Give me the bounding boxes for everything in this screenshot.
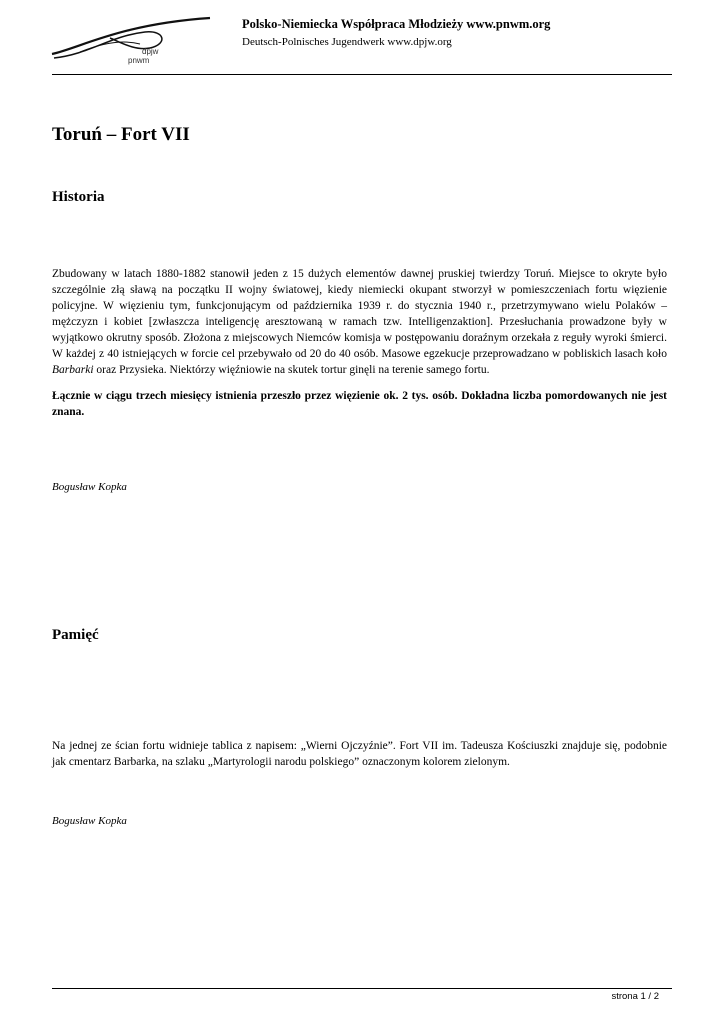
- historia-author: Bogusław Kopka: [52, 481, 127, 493]
- org-name-de: Deutsch-Polnisches Jugendwerk www.dpjw.org: [242, 36, 452, 48]
- dpjw-pnwm-logo: [50, 14, 215, 70]
- historia-text-part1: Zbudowany w latach 1880-1882 stanowił jeden z 15 dużych elementów dawnej pruskiej twierdzy Toruń. Miejsce to okryte było szczególnie złą sławą na początku II wojny światowej, kiedy niemiecki okupant stworzył w pomieszczeniach fortu więzienie policyjne. W więzieniu tym, funkcjonującym od października 1939 r. do stycznia 1940 r., przetrzymywano wielu Polaków – mężczyzn i kobiet [zwłaszcza inteligencję aresztowaną w ramach tzw. Intelligenzaktion]. Przesłuchania prowadzone były w wyjątkowo okrutny sposób. Złożona z miejscowych Niemców komisja w postępowaniu doraźnym orzekała z reguły wyroki śmierci. W każdej z 40 istniejących w forcie cel przebywało od 20 do 40 osób. Masowe egzekucje przeprowadzano w pobliskich lasach koło: [52, 268, 667, 360]
- historia-summary-paragraph: Łącznie w ciągu trzech miesięcy istnienia przeszło przez więzienie ok. 2 tys. osób. Dokładna liczba pomordowanych nie jest znana.: [52, 390, 667, 418]
- org-name-pl: Polsko-Niemiecka Współpraca Młodzieży www.pnwm.org: [242, 17, 551, 31]
- page-number: strona 1 / 2: [611, 991, 659, 1002]
- historia-paragraph: [52, 266, 667, 378]
- historia-text-italic: Barbarki: [52, 364, 94, 376]
- section-heading-pamiec: Pamięć: [52, 627, 99, 643]
- header-divider: [52, 74, 672, 75]
- pamiec-author: Bogusław Kopka: [52, 815, 127, 827]
- pamiec-paragraph: Na jednej ze ścian fortu widnieje tablica z napisem: „Wierni Ojczyźnie”. Fort VII im. Tadeusza Kościuszki znajduje się, podobnie jak cmentarz Barbarka, na szlaku „Martyrologii narodu polskiego” oznaczonym kolorem zielonym.: [52, 740, 667, 768]
- historia-text-part2: oraz Przysieka. Niektórzy więźniowie na skutek tortur ginęli na terenie samego fortu.: [93, 364, 490, 376]
- logo-text-dpjw: dpjw: [142, 47, 159, 56]
- section-heading-historia: Historia: [52, 189, 105, 205]
- logo-text-pnwm: pnwm: [128, 56, 150, 65]
- page-title: Toruń – Fort VII: [52, 124, 190, 145]
- footer-divider: [52, 988, 672, 989]
